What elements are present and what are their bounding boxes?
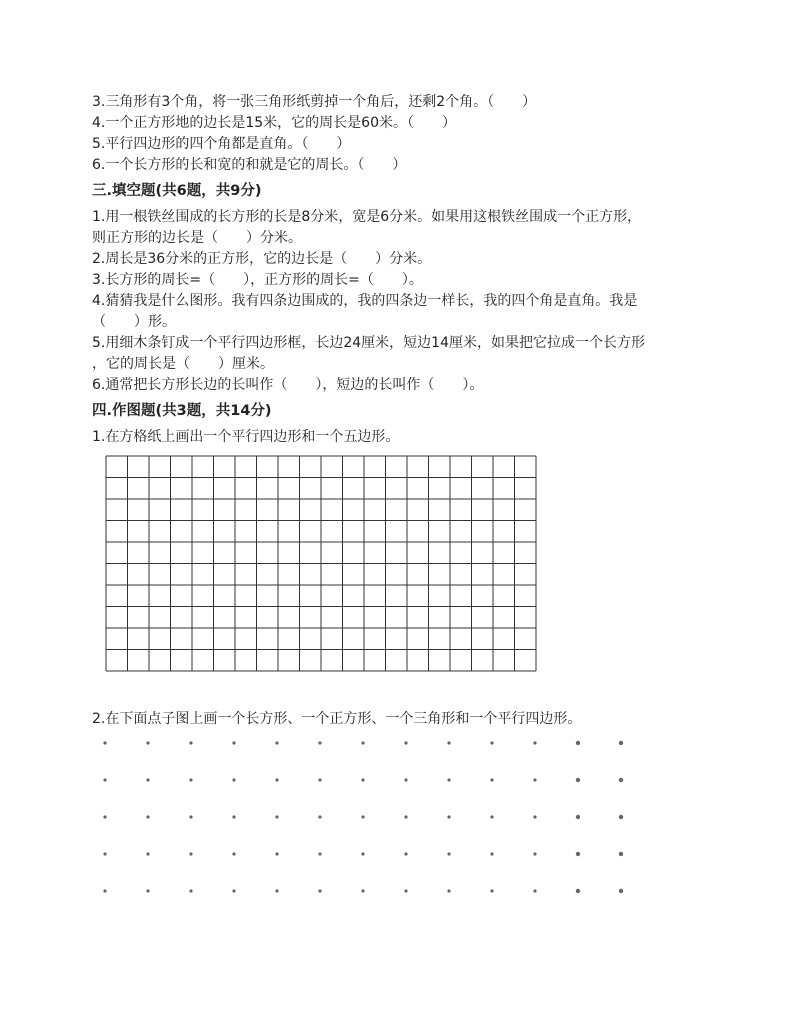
grid-dot bbox=[404, 889, 407, 892]
grid-dot bbox=[404, 778, 407, 781]
fill-question-2: 2.周长是36分米的正方形，它的边长是（ ）分米。 bbox=[92, 251, 432, 267]
grid-dot bbox=[146, 852, 149, 855]
draw-question-2: 2.在下面点子图上画一个长方形、一个正方形、一个三角形和一个平行四边形。 bbox=[92, 711, 582, 727]
grid-dot bbox=[189, 778, 192, 781]
grid-dot bbox=[146, 815, 149, 818]
grid-dot bbox=[619, 889, 623, 893]
section-3-title: 三.填空题(共6题，共9分) bbox=[92, 183, 262, 199]
grid-dot bbox=[576, 852, 580, 856]
judge-question-4: 4.一个正方形地的边长是15米，它的周长是60米。（ ） bbox=[92, 115, 456, 131]
grid-dot bbox=[189, 852, 192, 855]
dot-grid-paper[interactable] bbox=[95, 735, 635, 900]
section-4-title: 四.作图题(共3题，共14分) bbox=[92, 403, 272, 419]
grid-dot bbox=[490, 852, 493, 855]
grid-dot bbox=[103, 741, 106, 744]
grid-dot bbox=[533, 889, 536, 892]
grid-dot bbox=[533, 815, 536, 818]
fill-question-5-line2: ，它的周长是（ ）厘米。 bbox=[92, 356, 274, 372]
grid-dot bbox=[533, 852, 536, 855]
fill-question-6: 6.通常把长方形长边的长叫作（ ），短边的长叫作（ ）。 bbox=[92, 377, 484, 393]
grid-dot bbox=[232, 778, 235, 781]
judge-question-6: 6.一个长方形的长和宽的和就是它的周长。（ ） bbox=[92, 157, 407, 173]
grid-dot bbox=[490, 815, 493, 818]
grid-dot bbox=[576, 815, 580, 819]
grid-dot bbox=[103, 889, 106, 892]
grid-dot bbox=[275, 741, 278, 744]
grid-dot bbox=[447, 889, 450, 892]
grid-dot bbox=[318, 889, 321, 892]
judge-question-5: 5.平行四边形的四个角都是直角。（ ） bbox=[92, 136, 351, 152]
fill-question-4-line1: 4.猜猜我是什么图形。我有四条边围成的，我的四条边一样长，我的四个角是直角。我是 bbox=[92, 293, 638, 309]
grid-dot bbox=[490, 778, 493, 781]
fill-question-1-line2: 则正方形的边长是（ ）分米。 bbox=[92, 230, 302, 246]
draw-question-1: 1.在方格纸上画出一个平行四边形和一个五边形。 bbox=[92, 429, 400, 445]
grid-dot bbox=[146, 778, 149, 781]
grid-dot bbox=[318, 852, 321, 855]
grid-dot bbox=[103, 778, 106, 781]
grid-dot bbox=[533, 778, 536, 781]
grid-dot bbox=[232, 815, 235, 818]
grid-dot bbox=[146, 889, 149, 892]
judge-question-3: 3.三角形有3个角，将一张三角形纸剪掉一个角后，还剩2个角。（ ） bbox=[92, 94, 537, 110]
grid-dot bbox=[447, 852, 450, 855]
grid-dot bbox=[447, 741, 450, 744]
grid-dot bbox=[189, 889, 192, 892]
grid-dot bbox=[232, 741, 235, 744]
grid-dot bbox=[361, 852, 364, 855]
grid-dot bbox=[361, 778, 364, 781]
grid-dot bbox=[232, 852, 235, 855]
grid-dot bbox=[619, 741, 623, 745]
grid-dot bbox=[189, 741, 192, 744]
grid-dot bbox=[232, 889, 235, 892]
grid-dot bbox=[404, 741, 407, 744]
grid-dot bbox=[361, 815, 364, 818]
square-grid-paper[interactable] bbox=[105, 455, 537, 673]
grid-dot bbox=[146, 741, 149, 744]
fill-question-4-line2: （ ）形。 bbox=[92, 314, 176, 330]
grid-dot bbox=[275, 815, 278, 818]
grid-dot bbox=[576, 889, 580, 893]
grid-dot bbox=[275, 852, 278, 855]
grid-dot bbox=[275, 889, 278, 892]
grid-dot bbox=[275, 778, 278, 781]
fill-question-1-line1: 1.用一根铁丝围成的长方形的长是8分米，宽是6分米。如果用这根铁丝围成一个正方形， bbox=[92, 209, 642, 225]
grid-dot bbox=[318, 741, 321, 744]
grid-dot bbox=[619, 815, 623, 819]
grid-dot bbox=[361, 889, 364, 892]
grid-dot bbox=[103, 852, 106, 855]
fill-question-3: 3.长方形的周长=（ ），正方形的周长=（ ）。 bbox=[92, 272, 423, 288]
grid-dot bbox=[619, 852, 623, 856]
grid-dot bbox=[447, 778, 450, 781]
grid-dot bbox=[576, 741, 580, 745]
grid-dot bbox=[447, 815, 450, 818]
grid-dot bbox=[533, 741, 536, 744]
grid-dot bbox=[404, 852, 407, 855]
grid-dot bbox=[490, 889, 493, 892]
fill-question-5-line1: 5.用细木条钉成一个平行四边形框，长边24厘米，短边14厘米，如果把它拉成一个长方形 bbox=[92, 335, 645, 351]
grid-dot bbox=[619, 778, 623, 782]
grid-dot bbox=[361, 741, 364, 744]
grid-dot bbox=[490, 741, 493, 744]
grid-dot bbox=[103, 815, 106, 818]
grid-dot bbox=[576, 778, 580, 782]
grid-dot bbox=[318, 778, 321, 781]
grid-dot bbox=[404, 815, 407, 818]
grid-dot bbox=[189, 815, 192, 818]
grid-dot bbox=[318, 815, 321, 818]
